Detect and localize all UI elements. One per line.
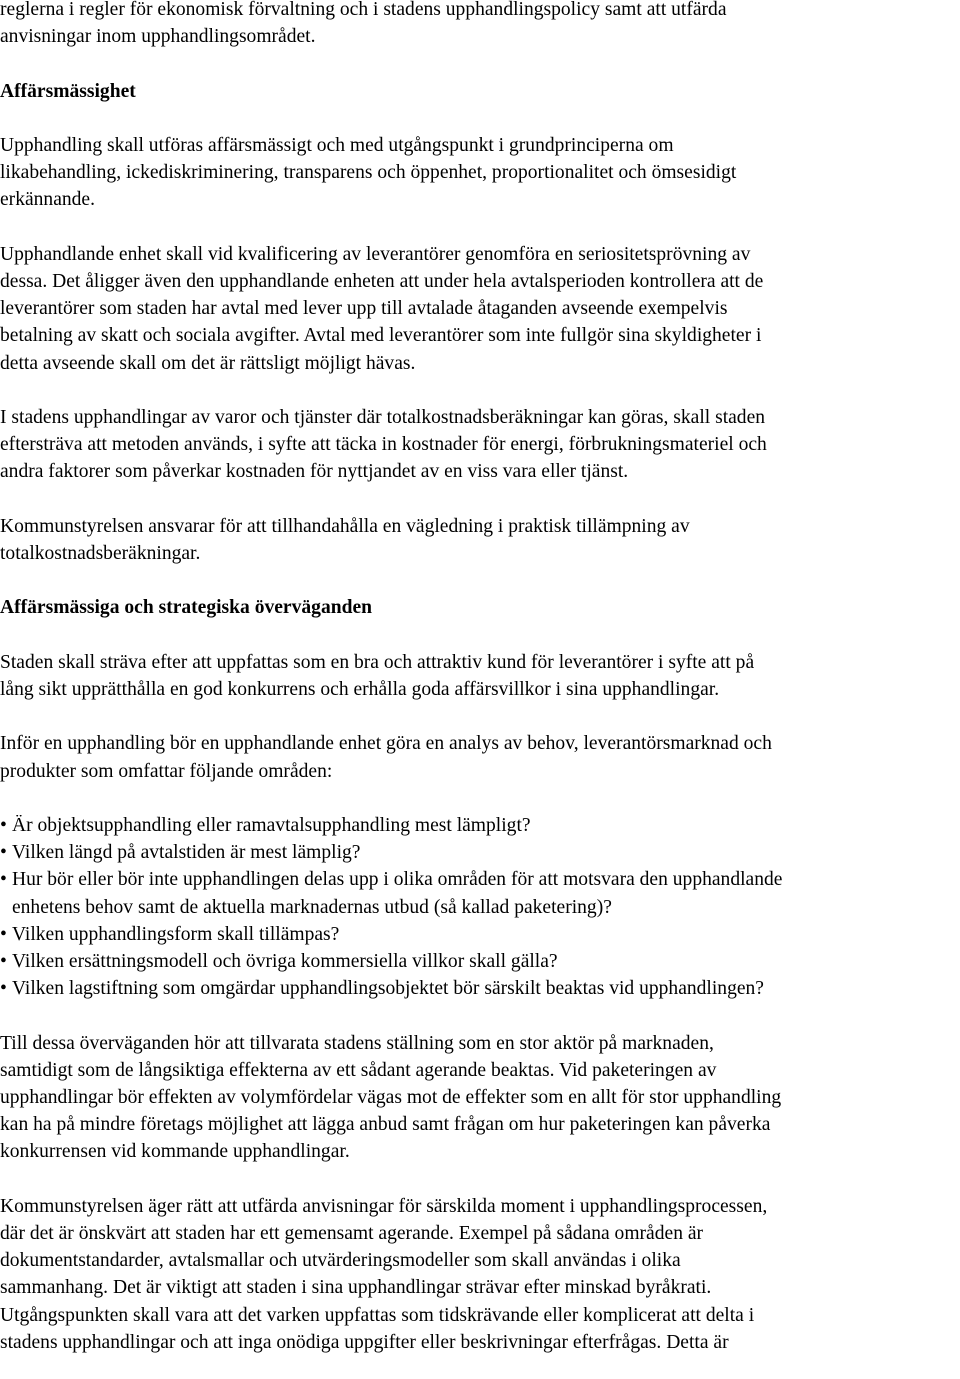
body-text-line: Kommunstyrelsen ansvarar för att tillhandahålla en vägledning i praktisk tillämpning av: [0, 515, 690, 537]
list-item: [0, 948, 958, 975]
list-item: [0, 812, 958, 839]
body-text-line: Staden skall sträva efter att uppfattas som en bra och attraktiv kund för leverantörer i syfte att på: [0, 651, 755, 673]
body-text-line: där det är önskvärt att staden har ett gemensamt agerande. Exempel på sådana områden är: [0, 1222, 704, 1244]
body-text-line: produkter som omfattar följande områden:: [0, 760, 333, 782]
body-text-line: dokumentstandarder, avtalsmallar och utvärderingsmodeller som skall användas i olika: [0, 1250, 681, 1272]
paragraph-gap: [0, 214, 960, 241]
body-text-line: lång sikt upprätthålla en god konkurrens och erhålla goda affärsvillkor i sina upphandlingar.: [0, 678, 720, 700]
body-text-line: leverantörer som staden har avtal med lever upp till avtalade åtaganden avseende exempelvis: [0, 298, 728, 320]
body-text-line: Upphandling skall utföras affärsmässigt och med utgångspunkt i grundprinciperna om: [0, 134, 674, 156]
body-text-line: sammanhang. Det är viktigt att staden i sina upphandlingar strävar efter minskad byråkrati.: [0, 1277, 712, 1299]
list-item-text: Hur bör eller bör inte upphandlingen delas upp i olika områden för att motsvara den upphandlande: [11, 869, 783, 891]
body-text-line: konkurrensen vid kommande upphandlingar.: [0, 1141, 350, 1163]
bullet-marker: •: [0, 814, 7, 836]
body-text-line: likabehandling, ickediskriminering, transparens och öppenhet, proportionalitet och ömsesidigt: [0, 162, 737, 184]
body-text-line: Utgångspunkten skall vara att det varken uppfattas som tidskrävande eller komplicerat att delta i: [0, 1304, 755, 1326]
paragraph-gap: [0, 785, 960, 812]
bullet-marker: •: [0, 869, 7, 891]
section-heading: Affärsmässiga och strategiska överväganden: [0, 597, 373, 619]
list-item-text: Är objektsupphandling eller ramavtalsupphandling mest lämpligt?: [11, 814, 531, 836]
body-text-line: anvisningar inom upphandlingsområdet.: [0, 26, 316, 48]
list-item-text: Vilken ersättningsmodell och övriga kommersiella villkor skall gälla?: [11, 950, 558, 972]
list-item-text: Vilken längd på avtalstiden är mest lämplig?: [11, 842, 361, 864]
body-text-line: erkännande.: [0, 189, 96, 211]
body-text-line: kan ha på mindre företags möjlighet att lägga anbud samt frågan om hur paketeringen kan påverka: [0, 1114, 771, 1136]
paragraph-gap: [0, 622, 960, 649]
body-text-line: Upphandlande enhet skall vid kvalificering av leverantörer genomföra en seriositetsprövning av: [0, 243, 751, 265]
list-item-continuation: enhetens behov samt de aktuella marknadernas utbud (så kallad paketering)?: [11, 896, 612, 918]
list-item: [0, 975, 958, 1002]
list-item: [0, 921, 958, 948]
section-heading: Affärsmässighet: [0, 80, 136, 102]
list-item: [0, 866, 958, 893]
body-text-line: totalkostnadsberäkningar.: [0, 542, 201, 564]
paragraph-gap: [0, 105, 960, 132]
body-text-line: detta avseende skall om det är rättsligt möjligt hävas.: [0, 352, 416, 374]
paragraph-gap: [0, 50, 960, 77]
bullet-marker: •: [0, 923, 7, 945]
paragraph-gap: [0, 1002, 960, 1029]
body-text-line: upphandlingar bör effekten av volymfördelar vägas mot de effekter som en allt för stor upphandling: [0, 1086, 782, 1108]
bullet-marker: •: [0, 978, 7, 1000]
body-text-line: samtidigt som de långsiktiga effekterna av ett sådant agerande beaktas. Vid paketeringen av: [0, 1059, 717, 1081]
paragraph-gap: [0, 377, 960, 404]
list-item: [0, 839, 958, 866]
paragraph-gap: [0, 486, 960, 513]
body-text-line: betalning av skatt och sociala avgifter. Avtal med leverantörer som inte fullgör sina skyldigheter i: [0, 325, 762, 347]
body-text-line: I stadens upphandlingar av varor och tjänster där totalkostnadsberäkningar kan göras, skall staden: [0, 406, 766, 428]
paragraph-gap: [0, 1166, 960, 1193]
list-item-text: Vilken lagstiftning som omgärdar upphandlingsobjektet bör särskilt beaktas vid upphandlingen?: [11, 978, 764, 1000]
body-text-line: dessa. Det åligger även den upphandlande enheten att under hela avtalsperioden kontrollera att de: [0, 270, 764, 292]
body-text-line: Till dessa överväganden hör att tillvarata stadens ställning som en stor aktör på marknaden,: [0, 1032, 714, 1054]
body-text-line: Kommunstyrelsen äger rätt att utfärda anvisningar för särskilda moment i upphandlingsprocessen,: [0, 1195, 768, 1217]
bullet-marker: •: [0, 842, 7, 864]
list-item-text: Vilken upphandlingsform skall tillämpas?: [11, 923, 340, 945]
body-text-line: stadens upphandlingar och att inga onödiga uppgifter eller beskrivningar efterfrågas. Detta är: [0, 1331, 729, 1353]
paragraph-gap: [0, 567, 960, 594]
body-text-line: eftersträva att metoden används, i syfte att täcka in kostnader för energi, förbrukningsmateriel och: [0, 434, 767, 456]
paragraph-gap: [0, 703, 960, 730]
body-text-line: Inför en upphandling bör en upphandlande enhet göra en analys av behov, leverantörsmarknad och: [0, 733, 772, 755]
bullet-marker: •: [0, 950, 7, 972]
body-text-line: andra faktorer som påverkar kostnaden för nyttjandet av en viss vara eller tjänst.: [0, 461, 629, 483]
body-text-line: reglerna i regler för ekonomisk förvaltning och i stadens upphandlingspolicy samt att utfärda: [0, 0, 727, 20]
